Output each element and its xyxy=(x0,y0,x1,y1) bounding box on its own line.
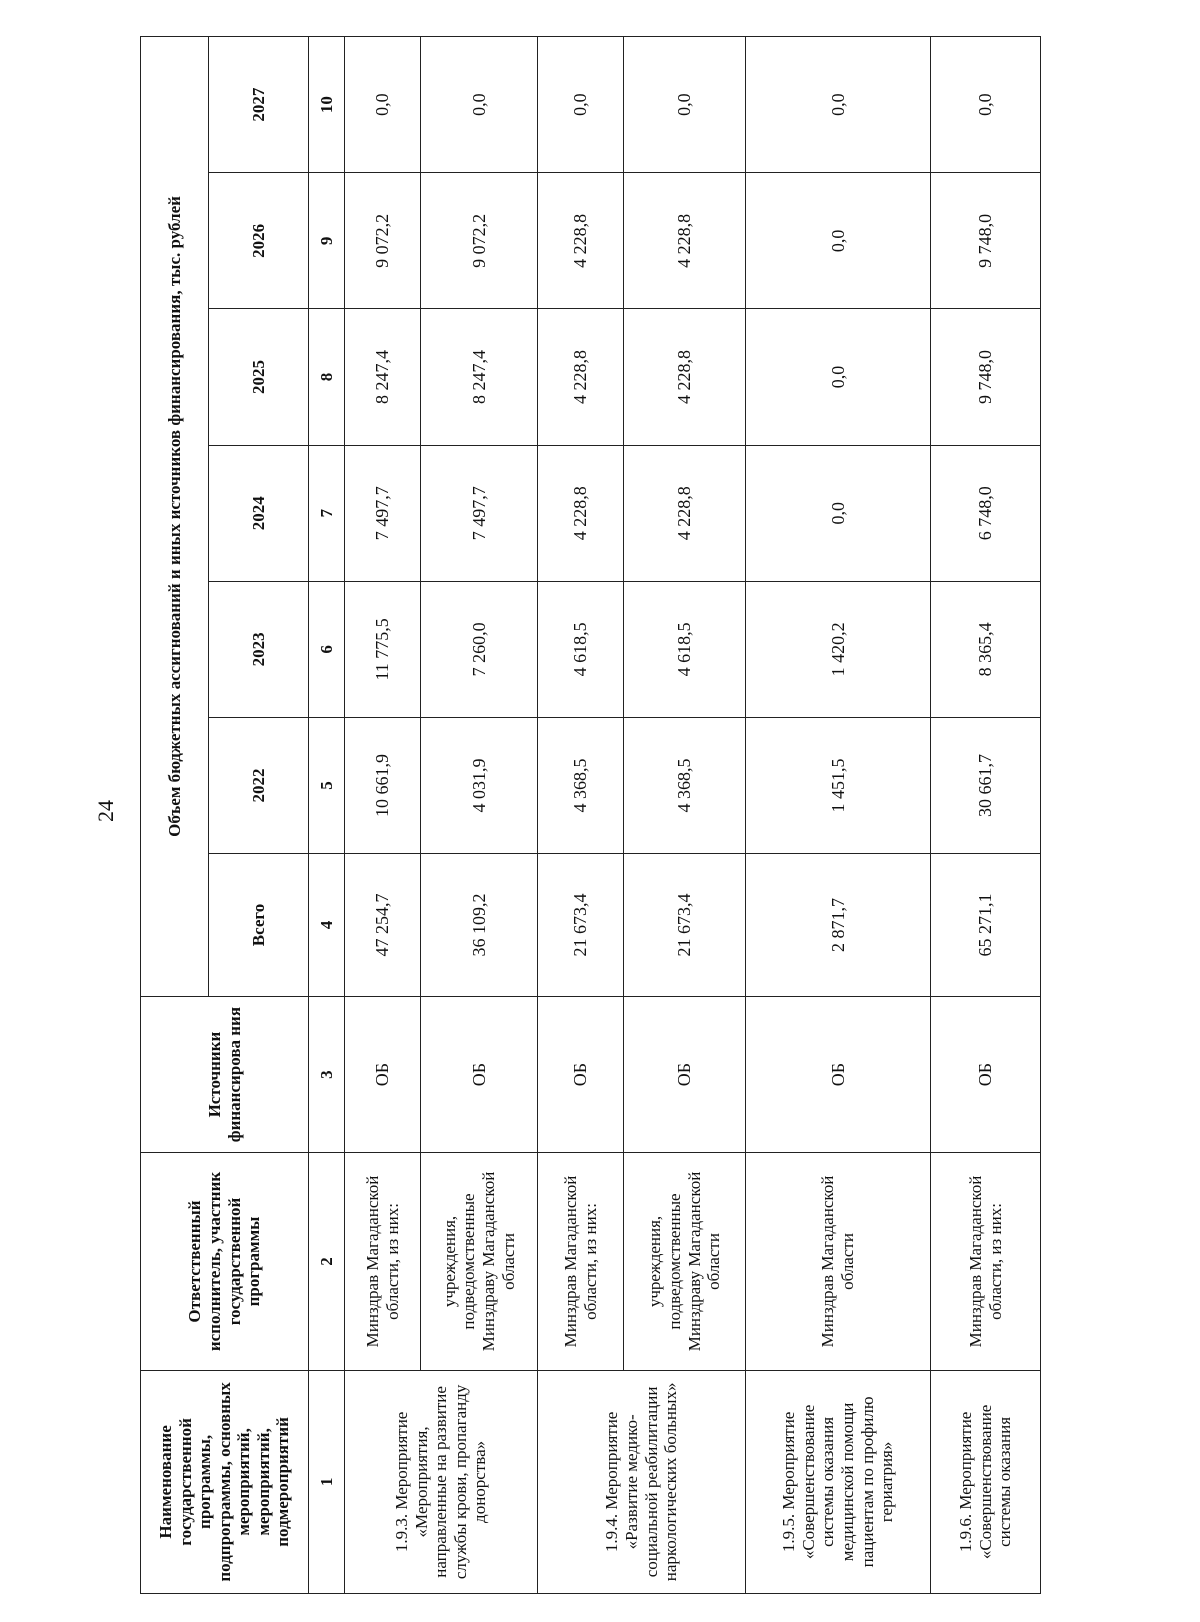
value-cell: 8 365,4 xyxy=(931,581,1041,717)
header-year-2027: 2027 xyxy=(209,37,309,173)
table-row xyxy=(624,37,746,1594)
header-name: Наименование государственной программы, подпрограммы, основных мероприятий, мероприятий, подмероприятий xyxy=(141,1370,309,1593)
source-cell: ОБ xyxy=(931,996,1041,1152)
value-cell: 47 254,7 xyxy=(345,854,421,997)
value-cell: 0,0 xyxy=(746,173,931,309)
value-cell: 4 368,5 xyxy=(624,717,746,853)
header-year-2022: 2022 xyxy=(209,717,309,853)
value-cell: 0,0 xyxy=(931,37,1041,173)
rotated-table-wrapper xyxy=(140,36,1040,1594)
value-cell: 8 247,4 xyxy=(421,309,538,445)
header-year-2026: 2026 xyxy=(209,173,309,309)
value-cell: 4 228,8 xyxy=(538,445,624,581)
value-cell: 9 748,0 xyxy=(931,309,1041,445)
column-number-row xyxy=(309,37,345,1594)
header-year-total: Всего xyxy=(209,854,309,997)
value-cell: 4 228,8 xyxy=(624,445,746,581)
col-number: 2 xyxy=(309,1153,345,1371)
executor-cell: учреждения, подведомственные Минздраву Магаданской области xyxy=(421,1153,538,1371)
value-cell: 4 228,8 xyxy=(624,173,746,309)
executor-cell: Минздрав Магаданской области, из них: xyxy=(538,1153,624,1371)
value-cell: 21 673,4 xyxy=(624,854,746,997)
executor-cell: Минздрав Магаданской области, из них: xyxy=(345,1153,421,1371)
header-year-2023: 2023 xyxy=(209,581,309,717)
col-number: 7 xyxy=(309,445,345,581)
activity-name: 1.9.6. Мероприятие «Совершенствование системы оказания xyxy=(931,1370,1041,1593)
col-number: 1 xyxy=(309,1370,345,1593)
source-cell: ОБ xyxy=(345,996,421,1152)
table-row xyxy=(746,37,931,1594)
value-cell: 30 661,7 xyxy=(931,717,1041,853)
value-cell: 0,0 xyxy=(421,37,538,173)
col-number: 4 xyxy=(309,854,345,997)
value-cell: 0,0 xyxy=(746,37,931,173)
col-number: 9 xyxy=(309,173,345,309)
value-cell: 1 420,2 xyxy=(746,581,931,717)
value-cell: 0,0 xyxy=(746,445,931,581)
header-year-2025: 2025 xyxy=(209,309,309,445)
value-cell: 4 228,8 xyxy=(538,173,624,309)
value-cell: 21 673,4 xyxy=(538,854,624,997)
activity-name: 1.9.5. Мероприятие «Совершенствование системы оказания медицинской помощи пациентам по профилю гериатрия» xyxy=(746,1370,931,1593)
value-cell: 1 451,5 xyxy=(746,717,931,853)
value-cell: 0,0 xyxy=(345,37,421,173)
col-number: 6 xyxy=(309,581,345,717)
table-row xyxy=(538,37,624,1594)
source-cell: ОБ xyxy=(624,996,746,1152)
value-cell: 0,0 xyxy=(538,37,624,173)
source-cell: ОБ xyxy=(538,996,624,1152)
col-number: 3 xyxy=(309,996,345,1152)
value-cell: 0,0 xyxy=(746,309,931,445)
executor-cell: учреждения, подведомственные Минздраву Магаданской области xyxy=(624,1153,746,1371)
value-cell: 8 247,4 xyxy=(345,309,421,445)
value-cell: 36 109,2 xyxy=(421,854,538,997)
col-number: 5 xyxy=(309,717,345,853)
value-cell: 4 228,8 xyxy=(538,309,624,445)
activity-name: 1.9.4. Мероприятие «Развитие медико-социальной реабилитации наркологических больных» xyxy=(538,1370,746,1593)
value-cell: 4 618,5 xyxy=(538,581,624,717)
value-cell: 4 618,5 xyxy=(624,581,746,717)
table-row xyxy=(345,37,421,1594)
col-number: 10 xyxy=(309,37,345,173)
value-cell: 7 497,7 xyxy=(421,445,538,581)
executor-cell: Минздрав Магаданской области, из них: xyxy=(931,1153,1041,1371)
value-cell: 11 775,5 xyxy=(345,581,421,717)
value-cell: 6 748,0 xyxy=(931,445,1041,581)
page-number: 24 xyxy=(93,800,118,822)
value-cell: 10 661,9 xyxy=(345,717,421,853)
source-cell: ОБ xyxy=(746,996,931,1152)
value-cell: 7 497,7 xyxy=(345,445,421,581)
header-budget-group: Объем бюджетных ассигнований и иных источников финансирования, тыс. рублей xyxy=(141,37,209,997)
header-executor: Ответственный исполнитель, участник государственной программы xyxy=(141,1153,309,1371)
value-cell: 9 072,2 xyxy=(345,173,421,309)
value-cell: 4 228,8 xyxy=(624,309,746,445)
value-cell: 65 271,1 xyxy=(931,854,1041,997)
table-row xyxy=(421,37,538,1594)
table-row xyxy=(931,37,1041,1594)
header-year-2024: 2024 xyxy=(209,445,309,581)
budget-table xyxy=(140,36,1041,1594)
activity-name: 1.9.3. Мероприятие «Мероприятия, направленные на развитие службы крови, пропаганду донорства» xyxy=(345,1370,538,1593)
executor-cell: Минздрав Магаданской области xyxy=(746,1153,931,1371)
value-cell: 2 871,7 xyxy=(746,854,931,997)
value-cell: 4 368,5 xyxy=(538,717,624,853)
header-source: Источники финансирова ния xyxy=(141,996,309,1152)
value-cell: 9 748,0 xyxy=(931,173,1041,309)
value-cell: 9 072,2 xyxy=(421,173,538,309)
value-cell: 4 031,9 xyxy=(421,717,538,853)
value-cell: 0,0 xyxy=(624,37,746,173)
value-cell: 7 260,0 xyxy=(421,581,538,717)
col-number: 8 xyxy=(309,309,345,445)
source-cell: ОБ xyxy=(421,996,538,1152)
